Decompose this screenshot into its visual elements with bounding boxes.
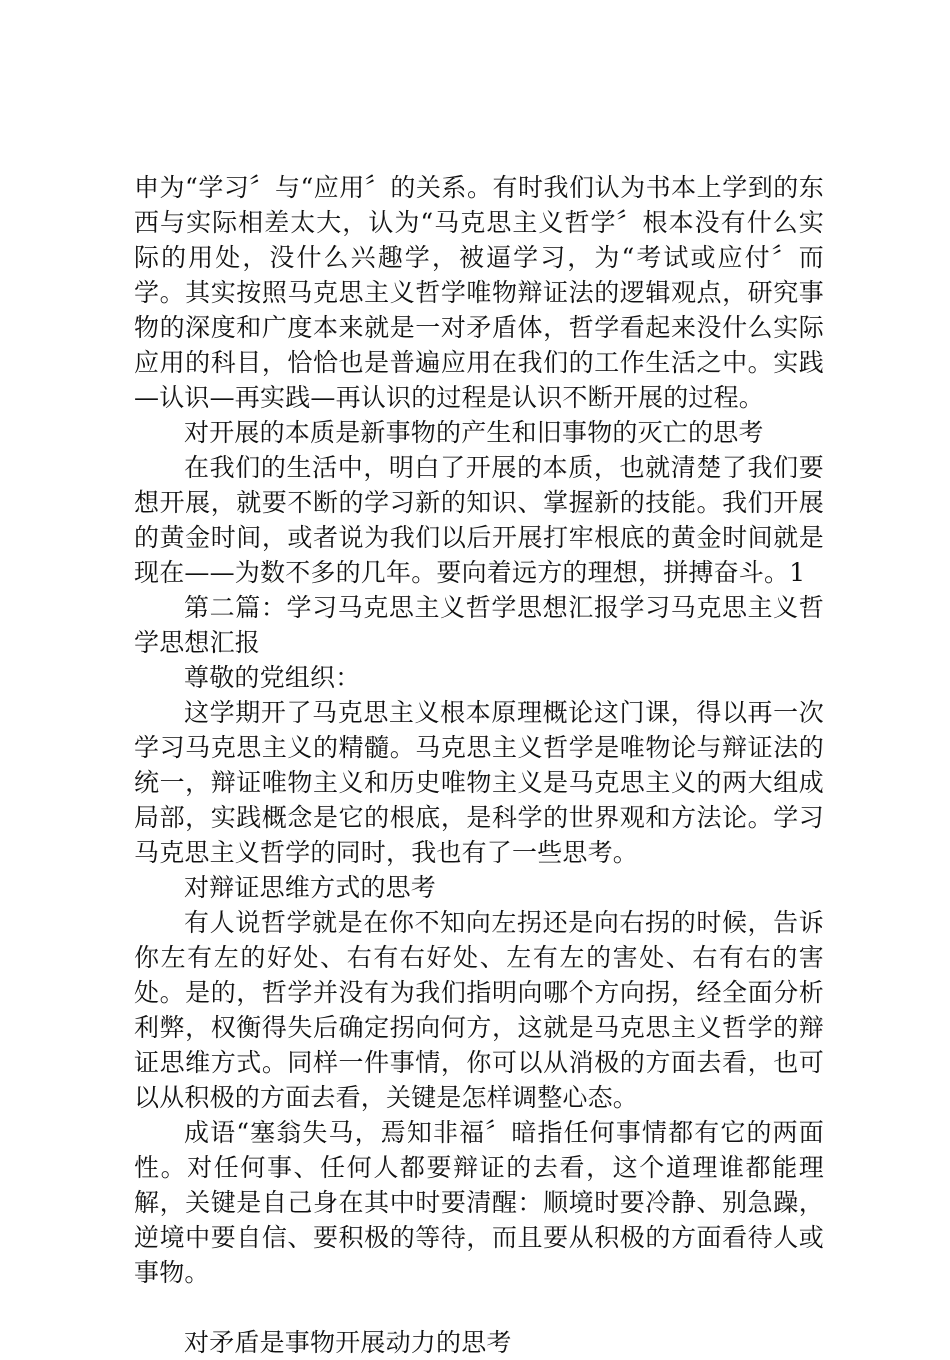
section-heading-contradiction: 对矛盾是事物开展动力的思考 <box>184 1328 512 1357</box>
paragraph-continuation: 申为“学习〞与“应用〞的关系。有时我们认为书本上学到的东西与实际相差太大，认为“马克思主义哲学〞根本没有什么实际的用处，没什么兴趣学，被逼学习，为“考试或应付〞而学。其实按照马克思主义哲学唯物辩证法的逻辑观点，研究事物的深度和广度本来就是一对矛盾体，哲学看起来没什么实际应用的科目，恰恰也是普遍应用在我们的工作生活之中。实践—认识—再实践—再认识的过程是认识不断开展的过程。 <box>134 173 824 412</box>
salutation: 尊敬的党组织： <box>184 663 361 692</box>
document-body <box>134 170 824 1360</box>
paragraph: 成语“塞翁失马，焉知非福〞暗指任何事情都有它的两面性。对任何事、任何人都要辩证的去看，这个道理谁都能理解，关键是自己身在其中时要清醒：顺境时要冷静、别急躁，逆境中要自信、要积极的等待，而且要从积极的方面看待人或事物。 <box>134 1118 824 1287</box>
paragraph: 有人说哲学就是在你不知向左拐还是向右拐的时候，告诉你左有左的好处、右有右好处、左有左的害处、右有右的害处。是的，哲学并没有为我们指明向哪个方向拐，经全面分析利弊，权衡得失后确定拐向何方，这就是马克思主义哲学的辩证思维方式。同样一件事情，你可以从消极的方面去看，也可以从积极的方面去看，关键是怎样调整心态。 <box>134 908 824 1112</box>
section-heading-dialectical-thinking: 对辩证思维方式的思考 <box>184 873 437 902</box>
paragraph: 这学期开了马克思主义根本原理概论这门课，得以再一次学习马克思主义的精髓。马克思主义哲学是唯物论与辩证法的统一，辩证唯物主义和历史唯物主义是马克思主义的两大组成局部，实践概念是它的根底，是科学的世界观和方法论。学习马克思主义哲学的同时，我也有了一些思考。 <box>134 698 824 867</box>
paragraph: 在我们的生活中，明白了开展的本质，也就清楚了我们要想开展，就要不断的学习新的知识、掌握新的技能。我们开展的黄金时间，或者说为我们以后开展打牢根底的黄金时间就是现在——为数不多的几年。要向着远方的理想，拼搏奋斗。1 <box>134 453 824 587</box>
chapter-title: 第二篇：学习马克思主义哲学思想汇报学习马克思主义哲学思想汇报 <box>134 593 824 657</box>
section-heading-development-essence: 对开展的本质是新事物的产生和旧事物的灭亡的思考 <box>184 418 764 447</box>
